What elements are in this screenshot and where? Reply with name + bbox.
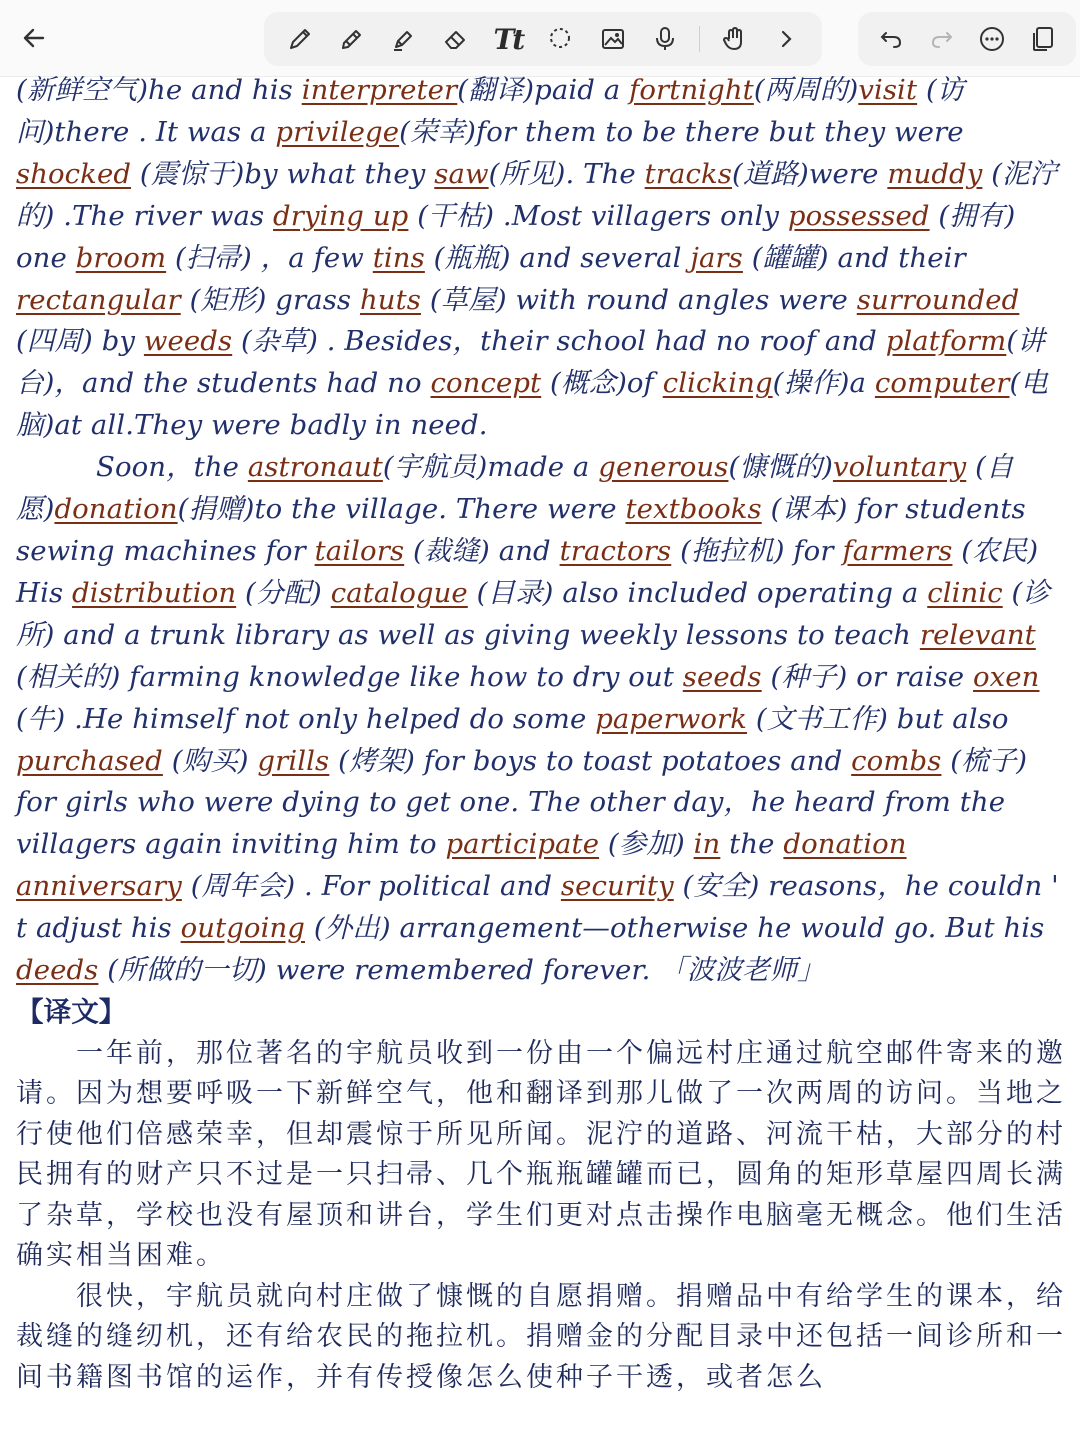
vocabulary-keyword: outgoing	[180, 912, 305, 945]
vocabulary-keyword: shocked	[16, 157, 132, 190]
vocabulary-keyword: catalogue	[330, 576, 468, 609]
vocabulary-keyword: security	[560, 870, 674, 903]
note-text: (矩形) grass	[180, 283, 360, 316]
note-text: (翻译)paid a	[457, 74, 630, 106]
chevron-left-icon	[19, 23, 49, 53]
note-text: (杂草) . Besides，their school had no roof and	[232, 325, 886, 358]
note-text: (梳子) for girls who were dying to get one. The other day，he heard from the villagers again inviting him to	[16, 744, 1028, 861]
note-text: (所见). The	[488, 157, 645, 190]
vocabulary-keyword: oxen	[973, 660, 1040, 693]
note-text: (震惊于)by what they	[131, 157, 435, 190]
highlighter-tool-button[interactable]	[386, 21, 422, 57]
vocabulary-keyword: jars	[690, 241, 743, 274]
redo-icon	[928, 25, 956, 53]
vocabulary-keyword: purchased	[16, 744, 163, 777]
vocabulary-keyword: platform	[885, 325, 1007, 358]
vocabulary-keyword: relevant	[919, 618, 1036, 651]
note-text: (裁缝) and	[404, 534, 560, 567]
note-text: (道路)were	[732, 157, 888, 190]
note-page[interactable]	[16, 70, 1066, 1398]
redo-button[interactable]	[924, 21, 960, 57]
vocabulary-keyword: distribution	[72, 576, 237, 609]
note-text: (诊所) and a trunk library as well as giving weekly lessons to teach	[16, 576, 1050, 651]
note-text: (课本) for students sewing machines for	[16, 493, 1026, 567]
note-text: (操作)a	[772, 367, 875, 400]
vocabulary-keyword: huts	[360, 283, 421, 316]
note-text: (捐赠)to the village. There were	[177, 493, 626, 526]
microphone-tool-button[interactable]	[647, 21, 683, 57]
vocabulary-keyword: clicking	[662, 367, 773, 400]
note-text: (周年会) . For political and	[181, 870, 561, 903]
note-text: (所做的一切) were remembered forever. 「波波老师」	[98, 954, 825, 987]
vocabulary-keyword: rectangular	[16, 283, 181, 316]
vocabulary-keyword: tins	[372, 241, 425, 274]
vocabulary-keyword: donation	[54, 493, 178, 526]
note-text: (烤架) for boys to toast potatoes and	[329, 744, 852, 777]
translation-paragraph-2: 很快，宇航员就向村庄做了慷慨的自愿捐赠。捐赠品中有给学生的课本，给裁缝的缝纫机，还有给农民的拖拉机。捐赠金的分配目录中还包括一间诊所和一间书籍图书馆的运作，并有传授像怎么使种子干透，或者怎么	[16, 1280, 1066, 1393]
pen-icon	[286, 25, 314, 53]
pages-icon	[1029, 25, 1057, 53]
vocabulary-keyword: deeds	[16, 954, 99, 987]
undo-icon	[877, 25, 905, 53]
highlighter-icon	[390, 25, 418, 53]
note-text: (目录) also included operating a	[467, 576, 928, 609]
vocabulary-keyword: tracks	[644, 157, 733, 190]
vocabulary-keyword: farmers	[842, 534, 953, 567]
vocabulary-keyword: participate	[445, 828, 600, 861]
toolbar-divider	[699, 26, 700, 52]
vocabulary-keyword: weeds	[143, 325, 233, 358]
vocabulary-keyword: in	[693, 828, 721, 861]
note-text: (拥有) one	[16, 199, 1016, 274]
note-text: (种子) or raise	[761, 660, 974, 693]
note-text: (两周的)	[753, 74, 859, 106]
note-text: (四周) by	[16, 325, 144, 358]
vocabulary-keyword: tractors	[559, 534, 672, 567]
back-button[interactable]	[12, 18, 56, 58]
vocabulary-keyword: voluntary	[832, 451, 967, 484]
toolbar	[0, 0, 1080, 77]
note-text: (外出) arrangement—otherwise he would go. But his	[305, 912, 1045, 945]
note-text: (瓶瓶) and several	[424, 241, 691, 274]
vocabulary-keyword: visit	[858, 74, 918, 106]
lasso-icon	[546, 25, 574, 53]
vocabulary-keyword: fortnight	[629, 74, 754, 106]
note-text: (讲台)，and the students had no	[16, 325, 1045, 400]
vocabulary-keyword: grills	[257, 744, 330, 777]
note-text: (扫帚) ，a few	[166, 241, 373, 274]
microphone-icon	[651, 25, 679, 53]
vocabulary-keyword: donation anniversary	[16, 828, 907, 903]
note-text: (牛) .He himself not only helped do some	[16, 702, 596, 735]
eraser-tool-button[interactable]	[438, 21, 474, 57]
note-text: (宇航员)made a	[382, 451, 599, 484]
translation-paragraph-1: 一年前，那位著名的宇航员收到一份由一个偏远村庄通过航空邮件寄来的邀请。因为想要呼吸一下新鲜空气，他和翻译到那儿做了一次两周的访问。当地之行使他们倍感荣幸，但却震惊于所见所闻。泥泞的道路、河流干枯，大部分的村民拥有的财产只不过是一只扫帚、几个瓶瓶罐罐而已，圆角的矩形草屋四周长满了杂草，学校也没有屋顶和讲台，学生们更对点击操作电脑毫无概念。他们生活确实相当困难。	[16, 1037, 1066, 1272]
vocabulary-keyword: surrounded	[856, 283, 1020, 316]
vocabulary-keyword: textbooks	[625, 493, 762, 526]
translation-heading: 【译文】	[16, 995, 127, 1028]
vocabulary-keyword: computer	[874, 367, 1010, 400]
vocabulary-keyword: drying up	[273, 199, 409, 232]
note-text: (罐罐) and their	[742, 241, 966, 274]
vocabulary-keyword: astronaut	[247, 451, 383, 484]
vocabulary-keyword: concept	[430, 367, 542, 400]
text-tool-icon: Tt	[493, 22, 524, 56]
undo-button[interactable]	[873, 21, 909, 57]
image-tool-button[interactable]	[595, 21, 631, 57]
tool-palette	[264, 12, 822, 66]
note-text: (分配)	[236, 576, 331, 609]
more-icon	[978, 25, 1006, 53]
vocabulary-keyword: saw	[434, 157, 489, 190]
vocabulary-keyword: seeds	[682, 660, 762, 693]
vocabulary-keyword: possessed	[787, 199, 930, 232]
vocabulary-keyword: clinic	[927, 576, 1003, 609]
note-text: (参加)	[599, 828, 694, 861]
lasso-tool-button[interactable]	[542, 21, 578, 57]
vocabulary-keyword: combs	[851, 744, 942, 777]
note-text: (新鲜空气)he and his	[16, 74, 302, 106]
note-text: Soon，the	[96, 451, 248, 484]
action-palette	[858, 12, 1076, 66]
eraser-icon	[442, 25, 470, 53]
note-text: (访问)there . It was a	[16, 74, 965, 148]
vocabulary-keyword: muddy	[887, 157, 983, 190]
vocabulary-keyword: paperwork	[595, 702, 748, 735]
note-text: (慷慨的)	[728, 451, 833, 484]
pencil-icon	[338, 25, 366, 53]
pages-button[interactable]	[1025, 21, 1061, 57]
note-text: (概念)of	[541, 367, 663, 400]
chevron-right-icon	[772, 25, 800, 53]
note-text: (自愿)	[16, 451, 1014, 526]
note-text: (草屋) with round angles were	[421, 283, 857, 316]
note-text: (农民) His	[16, 534, 1039, 609]
pencil-tool-button[interactable]	[334, 21, 370, 57]
note-text: (荣幸)for them to be there but they were	[399, 115, 964, 148]
note-text: (泥泞的) .The river was	[16, 157, 1058, 232]
note-text: (拖拉机) for	[671, 534, 843, 567]
hand-tool-button[interactable]	[716, 21, 752, 57]
vocabulary-keyword: tailors	[314, 534, 405, 567]
note-text: (购买)	[162, 744, 258, 777]
more-button[interactable]	[974, 21, 1010, 57]
english-paragraph-2	[16, 447, 1066, 992]
vocabulary-keyword: privilege	[275, 115, 400, 148]
vocabulary-keyword: broom	[75, 241, 167, 274]
note-text: (安全) reasons，he couldn ' t adjust his	[16, 870, 1059, 945]
more-tools-button[interactable]	[768, 21, 804, 57]
note-text: (相关的) farming knowledge like how to dry out	[16, 660, 683, 693]
hand-icon	[720, 25, 748, 53]
pen-tool-button[interactable]	[282, 21, 318, 57]
english-paragraph-1	[16, 70, 1066, 447]
note-text: the	[720, 828, 784, 861]
note-text: (文书工作) but also	[747, 702, 1009, 735]
vocabulary-keyword: generous	[598, 451, 729, 484]
text-tool-button[interactable]	[490, 21, 526, 57]
note-text: (干枯) .Most villagers only	[408, 199, 788, 232]
vocabulary-keyword: interpreter	[301, 74, 458, 106]
image-icon	[599, 25, 627, 53]
note-text: (电脑)at all.They were badly in need.	[16, 367, 1048, 442]
